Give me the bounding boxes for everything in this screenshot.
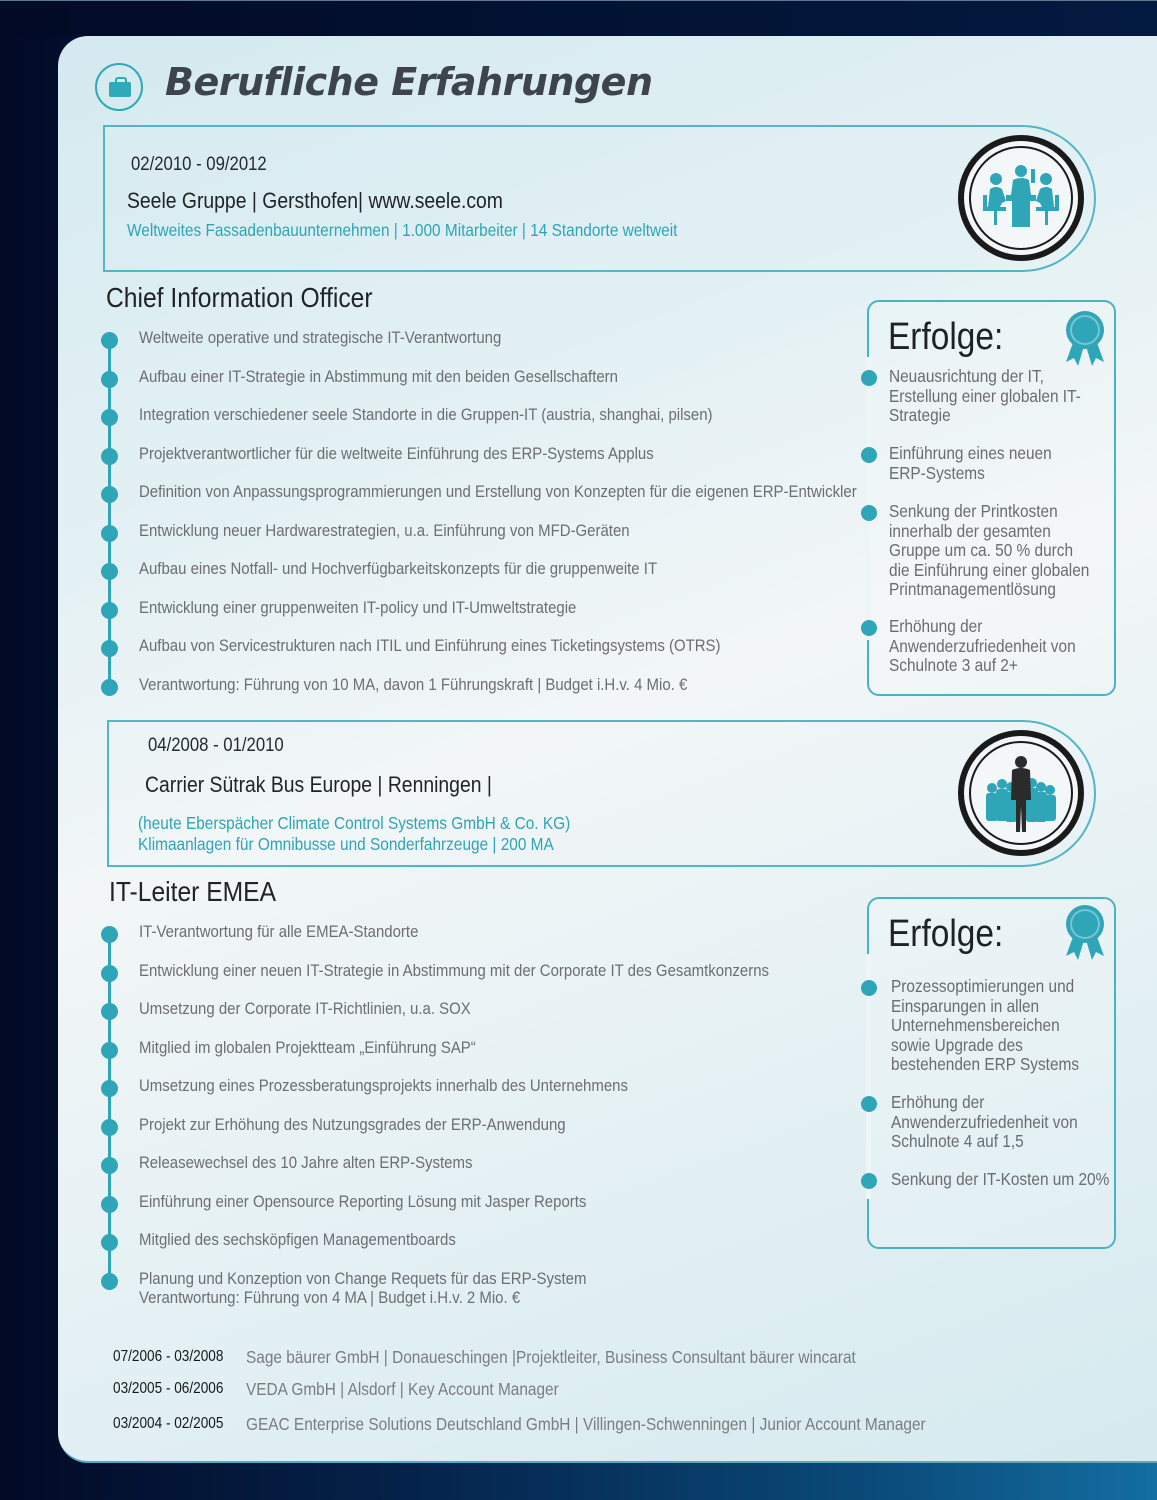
previous-date: 03/2005 - 06/2006 (113, 1380, 224, 1397)
page-title: Berufliche Erfahrungen (165, 60, 653, 104)
bullet-dot-icon (861, 1096, 877, 1112)
company-name: Seele Gruppe | Gersthofen| www.seele.com (127, 188, 503, 213)
previous-description: Sage bäurer GmbH | Donaueschingen |Projektleiter, Business Consultant bäurer wincarat (246, 1347, 856, 1367)
bullet-dot-icon (861, 1173, 877, 1189)
previous-date: 07/2006 - 03/2008 (113, 1348, 224, 1365)
timeline-line (108, 932, 111, 1278)
award-ribbon-icon (1062, 904, 1108, 962)
award-ribbon-icon (1062, 310, 1108, 368)
bullet-dot-icon (101, 965, 118, 982)
task-timeline: Weltweite operative und strategische IT-Verantwortung Aufbau einer IT-Strategie in Abstimmung mit den beiden Gesellschaftern Integration verschiedener seele Standorte in die Gruppen-IT (austria, shanghai, pilsen) Projektverantwortlicher für die weltweite Einführung des ERP-Systems Applus Definition von Anpassungsprogrammierungen und Erstellung von Konzepten für die eigenen ERP-Entwickler Entwicklung neuer Hardwarestrategien, u.a. Einführung von MFD-Geräten Aufbau eines Notfall- und Hochverfügbarkeitskonzepts für die gruppenweite IT Entwicklung einer gruppenweiten IT-policy und IT-Umweltstrategie Aufbau von Servicestrukturen nach ITIL und Einführung eines Ticketingsystems (OTRS) Verantwortung: Führung von 10 MA, davon 1 Führungskraft | Budget i.H.v. 4 Mio. € (101, 328, 861, 698)
bullet-dot-icon (101, 332, 118, 349)
company-name: Carrier Sütrak Bus Europe | Renningen | (145, 772, 492, 797)
bullet-dot-icon (861, 505, 877, 521)
bullet-dot-icon (101, 409, 118, 426)
bullet-dot-icon (101, 1273, 118, 1290)
bullet-dot-icon (861, 620, 877, 636)
job-date: 04/2008 - 01/2010 (148, 735, 284, 756)
bullet-dot-icon (101, 1003, 118, 1020)
task-timeline: IT-Verantwortung für alle EMEA-Standorte Entwicklung einer neuen IT-Strategie in Abstimmung mit der Corporate IT des Gesamtkonzerns Umsetzung der Corporate IT-Richtlinien, u.a. SOX Mitglied im globalen Projektteam „Einführung SAP“ Umsetzung eines Prozessberatungsprojekts innerhalb des Unternehmens Projekt zur Erhöhung des Nutzungsgrades der ERP-Anwendung Releasewechsel des 10 Jahre alten ERP-Systems Einführung einer Opensource Reporting Lösung mit Jasper Reports Mitglied des sechsköpfigen Managementboards Planung und Konzeption von Change Requets für das ERP-System Verantwortung: Führung von 4 MA | Budget i.H.v. 2 Mio. € (101, 922, 861, 1312)
role-title: Chief Information Officer (106, 282, 373, 313)
bullet-dot-icon (101, 602, 118, 619)
top-background-strip (0, 0, 1157, 36)
success-box: Erfolge: Neuausrichtung der IT, Erstellung einer globalen IT-Strategie Einführung eines neuen ERP-Systems Senkung der Printkosten innerhalb der gesamten Gruppe um ca. 50 % durch die Einführung einer globalen Printmanagementlösung Erhöhung der Anwenderzufriedenheit von Schulnote 3 auf 2+ (867, 300, 1116, 696)
company-description: Klimaanlagen für Omnibusse und Sonderfahrzeuge | 200 MA (138, 834, 554, 854)
bullet-dot-icon (101, 486, 118, 503)
bullet-dot-icon (101, 1196, 118, 1213)
previous-description: VEDA GmbH | Alsdorf | Key Account Manager (246, 1379, 559, 1399)
bullet-dot-icon (101, 448, 118, 465)
company-description: Weltweites Fassadenbauunternehmen | 1.000 Mitarbeiter | 14 Standorte weltweit (127, 220, 678, 240)
success-title: Erfolge: (888, 913, 1004, 955)
previous-description: GEAC Enterprise Solutions Deutschland GmbH | Villingen-Schwenningen | Junior Account Manager (246, 1414, 926, 1434)
success-title: Erfolge: (888, 316, 1004, 358)
bullet-dot-icon (101, 679, 118, 696)
timeline-line (108, 338, 111, 684)
bullet-dot-icon (861, 980, 877, 996)
bullet-dot-icon (101, 563, 118, 580)
company-description: (heute Eberspächer Climate Control Systems GmbH & Co. KG) (138, 813, 571, 833)
bullet-dot-icon (861, 447, 877, 463)
bullet-dot-icon (101, 525, 118, 542)
success-box: Erfolge: Prozessoptimierungen und Einsparungen in allen Unternehmensbereichen sowie Upgrade des bestehenden ERP Systems Erhöhung der Anwenderzufriedenheit von Schulnote 4 auf 1,5 Senkung der IT-Kosten um 20% (867, 897, 1116, 1249)
bullet-dot-icon (101, 371, 118, 388)
bullet-dot-icon (861, 370, 877, 386)
bullet-dot-icon (101, 1234, 118, 1251)
previous-date: 03/2004 - 02/2005 (113, 1415, 224, 1432)
bullet-dot-icon (101, 926, 118, 943)
role-title: IT-Leiter EMEA (109, 876, 277, 907)
bullet-dot-icon (101, 1080, 118, 1097)
job-date: 02/2010 - 09/2012 (131, 154, 267, 175)
bullet-dot-icon (101, 1157, 118, 1174)
meeting-table-icon (958, 135, 1084, 261)
briefcase-icon (95, 63, 143, 111)
team-leader-icon (958, 730, 1084, 856)
bullet-dot-icon (101, 1119, 118, 1136)
bullet-dot-icon (101, 640, 118, 657)
bullet-dot-icon (101, 1042, 118, 1059)
